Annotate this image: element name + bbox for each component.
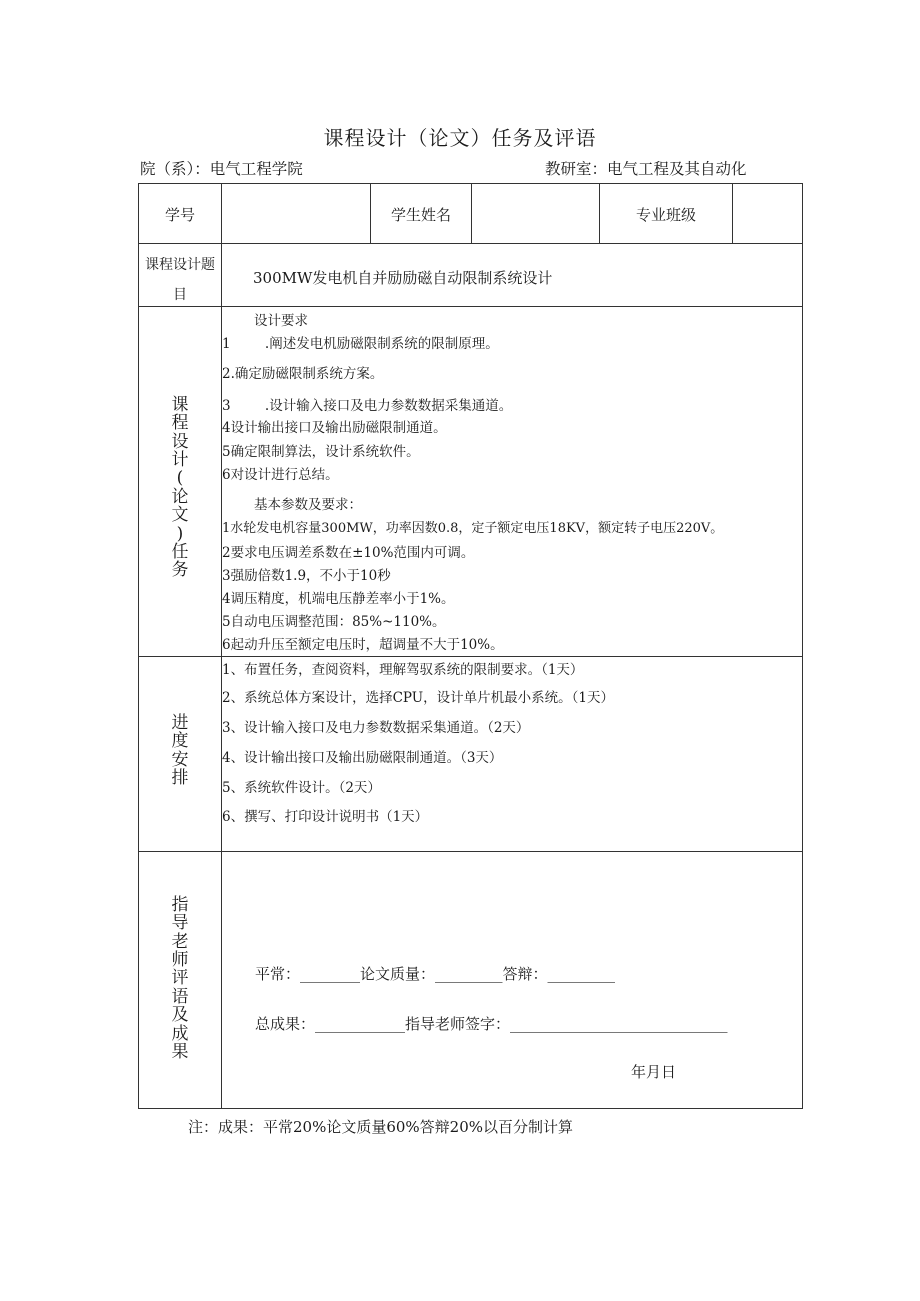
student-id-label: 学号 <box>164 206 195 224</box>
topic-label-line1: 课程设计题 <box>145 257 215 273</box>
review-vertical-label <box>165 896 195 1061</box>
class-label: 专业班级 <box>635 206 696 224</box>
class-field[interactable] <box>733 189 802 237</box>
param-item: 2要求电压调差系数在±10%范围内可调。 <box>222 545 475 561</box>
param-item: 4调压精度，机端电压静差率小于1%。 <box>222 591 455 607</box>
vertical-char: 及 <box>171 1005 189 1026</box>
schedule-item: 4、设计输出接口及输出励磁限制通道。（3天） <box>222 750 503 766</box>
requirement-item: 5确定限制算法，设计系统软件。 <box>222 444 420 460</box>
page-title: 课程设计（论文）任务及评语 <box>323 126 597 150</box>
vertical-char: 导 <box>171 913 189 934</box>
vertical-char: 成 <box>171 1023 189 1044</box>
date-label: 年月日 <box>631 1063 677 1081</box>
vertical-char: 设 <box>171 431 189 452</box>
vertical-char: 程 <box>171 413 189 434</box>
param-item: 1水轮发电机容量300MW，功率因数0.8，定子额定电压18KV，额定转子电压220V。 <box>222 521 724 536</box>
task-table <box>138 183 803 1109</box>
vertical-char: 文 <box>171 505 189 526</box>
vertical-char: ) <box>176 523 184 544</box>
department-label: 院（系）：电气工程学院 <box>140 160 303 178</box>
row-divider <box>139 851 802 852</box>
requirement-item: 4设计输出接口及输出励磁限制通道。 <box>222 420 447 436</box>
vertical-char: 度 <box>171 731 189 752</box>
vertical-char: 指 <box>171 895 189 915</box>
student-id-field[interactable] <box>222 189 370 237</box>
schedule-item: 2、系统总体方案设计，选择CPU，设计单片机最小系统。（1天） <box>222 690 614 706</box>
param-item: 6起动升压至额定电压时，超调量不大于10%。 <box>222 637 504 653</box>
row-divider <box>139 306 802 307</box>
requirement-item: 2.确定励磁限制系统方案。 <box>222 366 384 382</box>
vertical-char: 师 <box>171 950 189 971</box>
params-heading: 基本参数及要求： <box>254 497 362 513</box>
vertical-char: 语 <box>171 986 189 1007</box>
vertical-char: 进 <box>171 713 189 733</box>
student-name-field[interactable] <box>472 189 599 237</box>
schedule-item: 6、撰写、打印设计说明书（1天） <box>222 809 429 825</box>
vertical-char: 论 <box>171 486 189 507</box>
task-vertical-label <box>165 396 195 580</box>
requirement-item: 6对设计进行总结。 <box>222 467 339 483</box>
vertical-char: 安 <box>171 749 189 770</box>
student-name-label: 学生姓名 <box>390 206 451 224</box>
vertical-char: ( <box>176 468 184 489</box>
requirement-item: 3 .设计输入接口及电力参数数据采集通道。 <box>222 398 513 414</box>
office-label: 教研室：电气工程及其自动化 <box>545 160 747 178</box>
topic-value: 300MW发电机自并励励磁自动限制系统设计 <box>253 269 553 287</box>
vertical-char: 任 <box>171 541 189 562</box>
schedule-vertical-label <box>165 714 195 787</box>
requirement-item: 1 .阐述发电机励磁限制系统的限制原理。 <box>222 336 499 352</box>
grades-line[interactable]: 平常：________论文质量：_________答辩：_________ <box>255 965 616 983</box>
schedule-item: 1、布置任务，查阅资料，理解驾驭系统的限制要求。（1天） <box>222 662 584 678</box>
vertical-char: 课 <box>171 395 189 415</box>
vertical-char: 果 <box>171 1041 189 1062</box>
row-divider <box>139 243 802 244</box>
schedule-item: 3、设计输入接口及电力参数数据采集通道。（2天） <box>222 720 530 736</box>
param-item: 5自动电压调整范围：85%~110%。 <box>222 614 446 630</box>
vertical-char: 老 <box>171 931 189 952</box>
vertical-char: 评 <box>171 968 189 989</box>
vertical-char: 计 <box>171 450 189 471</box>
param-item: 3强励倍数1.9，不小于10秒 <box>222 568 391 584</box>
schedule-item: 5、系统软件设计。（2天） <box>222 780 381 796</box>
requirements-heading: 设计要求 <box>254 313 308 329</box>
row-divider <box>139 656 802 657</box>
vertical-char: 排 <box>171 768 189 789</box>
vertical-char: 务 <box>171 560 189 581</box>
topic-label-line2: 目 <box>173 287 187 303</box>
footnote: 注：成果：平常20%论文质量60%答辩20%以百分制计算 <box>188 1118 574 1136</box>
total-signature-line[interactable]: 总成果：____________指导老师签字：_____________________________ <box>255 1015 728 1033</box>
